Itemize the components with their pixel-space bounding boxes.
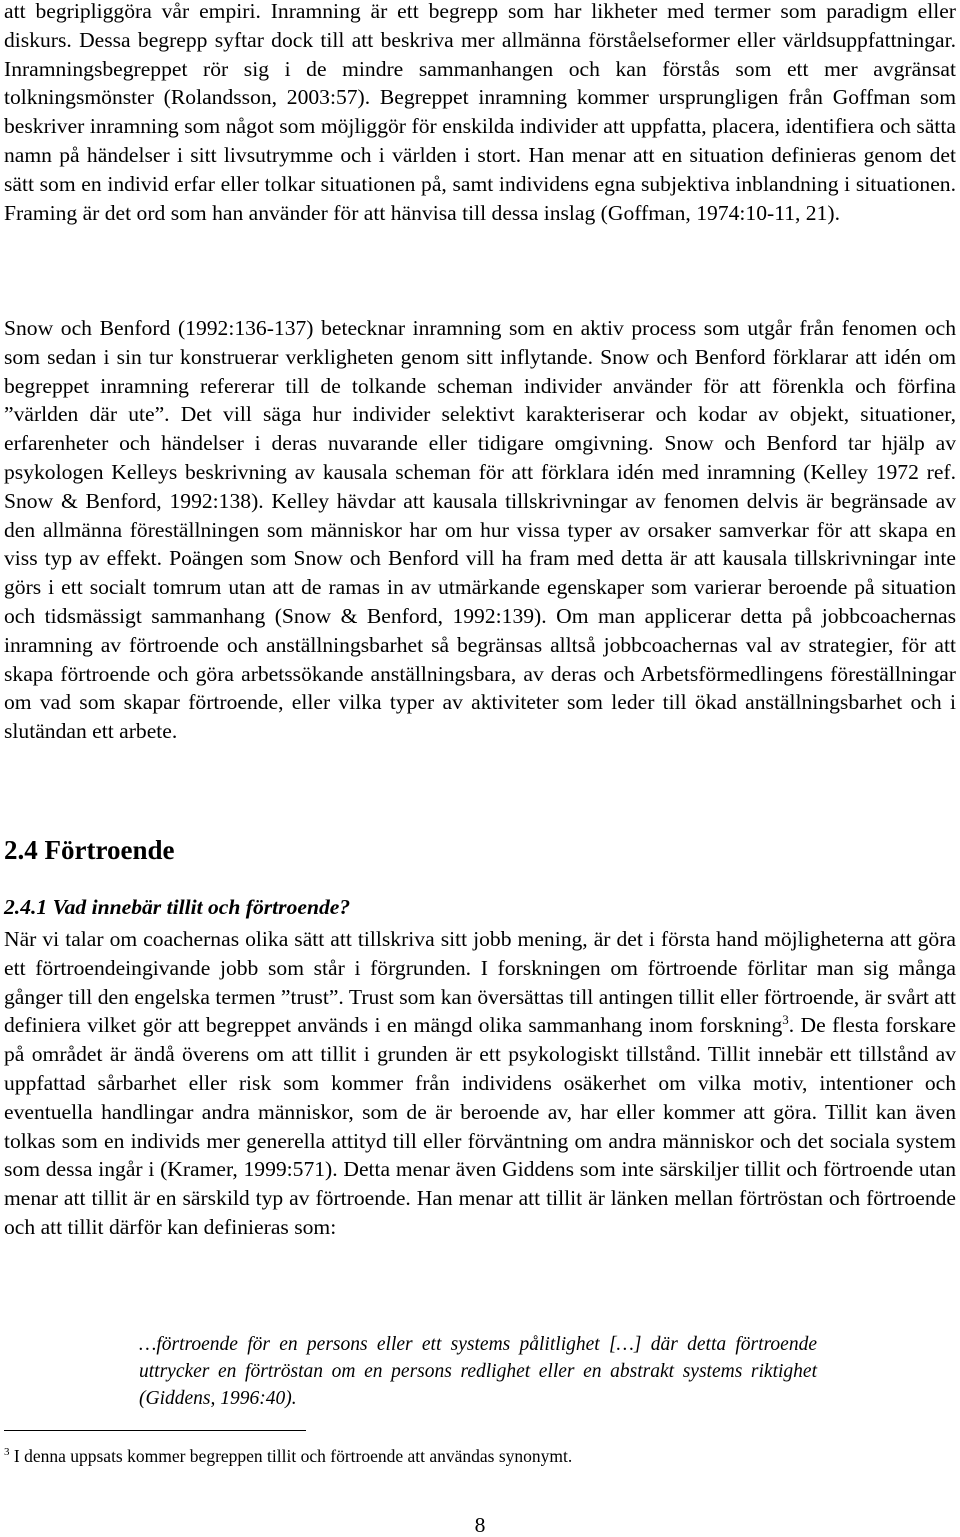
footnote-text: I denna uppsats kommer begreppen tillit och förtroende att användas synonymt.: [9, 1446, 573, 1466]
section-heading: 2.4 Förtroende: [4, 835, 175, 865]
paragraph-text: När vi talar om coachernas olika sätt att tillskriva sitt jobb mening, är det i första hand möjligheterna att göra ett förtroendeingivande jobb som står i förgrunden. I forskningen om förtroende förlitar man sig många gånger till den engelska termen ”trust”. Trust som kan översättas till antingen tillit eller förtroende, är svårt att definiera vilket gör att begreppet används i en mängd olika sammanhang inom forskning: [4, 927, 956, 1038]
footnote: [4, 1441, 572, 1467]
body-paragraph: att begripliggöra vår empiri. Inramning är ett begrepp som har likheter med termer som paradigm eller diskurs. Dessa begrepp syftar dock till att beskriva mer allmänna förståelseformer eller världsuppfattningar. Inramningsbegreppet rör sig i de mindre sammanhangen och kan förstås som ett mer avgränsat tolkningsmönster (Rolandsson, 2003:57). Begreppet inramning kommer ursprungligen från Goffman som beskriver inramning som något som möjliggör för enskilda individer att uppfatta, placera, identifiera och sätta namn på händelser i sitt livsutrymme och i världen i stort. Han menar att en situation definieras genom det sätt som en individ erfar eller tolkar situationen på, samt individens egna subjektiva inblandning i situationen. Framing är det ord som han använder för att hänvisa till dessa inslag (Goffman, 1974:10-11, 21).: [4, 0, 956, 225]
paragraph-text: . De flesta forskare på området är ändå överens om att tillit i grunden är ett psykologiskt tillstånd. Tillit innebär ett tillstånd av uppfattad sårbarhet eller risk som kommer från individens osäkerhet om vilka motiv, intentioner och eventuella handlingar andra människor, som de är beroende av, har eller kommer att göra. Tillit kan även tolkas som en individs mer generella attityd till eller förväntning om andra människor och det sociala system som dessa ingår i (Kramer, 1999:571). Detta menar även Giddens som inte särskiljer tillit och förtroende utan menar att tillit är en särskild typ av förtroende. Han menar att tillit är länken mellan förtröstan och förtroende och att tillit därför kan definieras som:: [4, 1013, 956, 1239]
body-paragraph: Snow och Benford (1992:136-137) betecknar inramning som en aktiv process som utgår från fenomen och som sedan i sin tur konstruerar verkligheten genom sitt inflytande. Snow och Benford förklarar att idén om begreppet inramning refererar till de tolkande scheman individer använder för att förenkla och förfina ”världen där ute”. Det vill säga hur individer selektivt karakteriserar och kodar av objekt, situationer, erfarenheter och händelser i deras nuvarande eller tidigare omgivning. Snow och Benford tar hjälp av psykologen Kelleys beskrivning av kausala scheman för att förklara idén med inramning (Kelley 1972 ref. Snow & Benford, 1992:138). Kelley hävdar att kausala tillskrivningar av fenomen delvis är begränsade av den allmänna föreställningen som människor har om hur vissa typer av orsaker samverkar för att skapa en viss typ av effekt. Poängen som Snow och Benford vill ha fram med detta är att kausala tillskrivningar inte görs i ett socialt tomrum utan att de ramas in av utmärkande egenskaper som varierar beroende på situation och tidsmässigt sammanhang (Snow & Benford, 1992:139). Om man applicerar detta på jobbcoachernas inramning av förtroende och anställningsbarhet så begränsas alltså jobbcoachernas val av strategier, för att skapa förtroende och göra arbetssökande anställningsbara, av deras och Arbetsförmedlingens föreställningar om vad som skapar förtroende, eller vilka typer av aktiviteter som leder till ökad anställningsbarhet och i slutändan ett arbete.: [4, 316, 956, 744]
block-quote: …förtroende för en persons eller ett systems pålitlighet […] där detta förtroende uttrycker en förtröstan om en persons redlighet eller en abstrakt systems riktighet (Giddens, 1996:40).: [139, 1334, 817, 1409]
footnote-separator: [4, 1430, 306, 1431]
body-paragraph: [4, 925, 956, 1242]
page-number: 8: [474, 1513, 486, 1537]
footnote-reference: 3: [782, 1012, 789, 1028]
footnote-number: 3: [4, 1446, 10, 1458]
subsection-heading: 2.4.1 Vad innebär tillit och förtroende?: [4, 895, 351, 919]
